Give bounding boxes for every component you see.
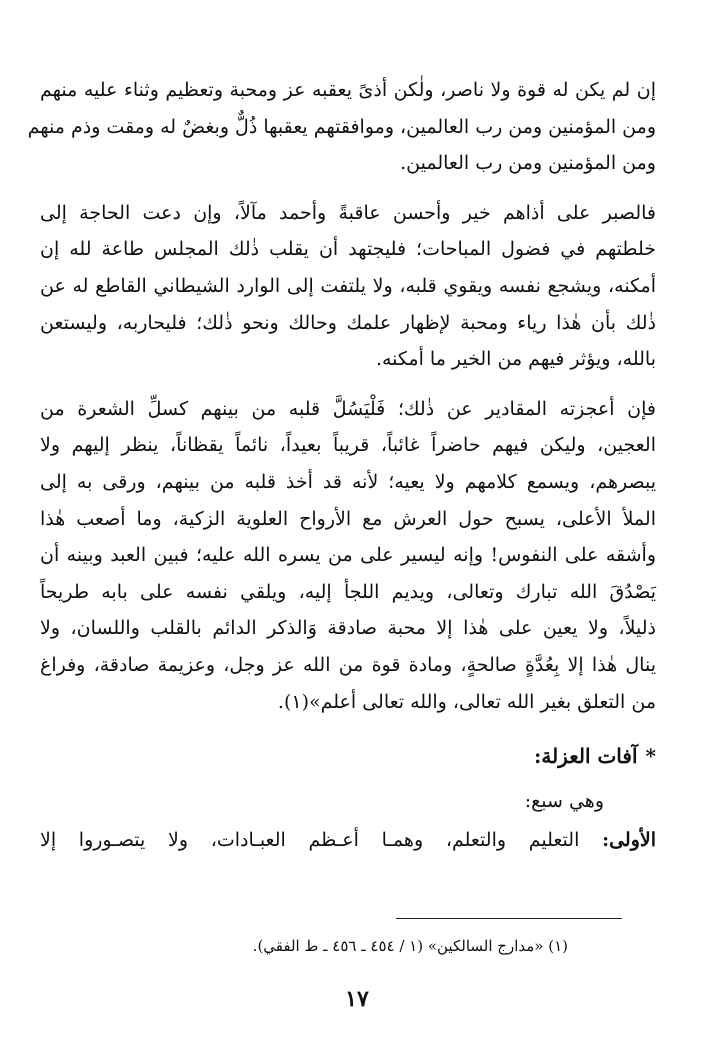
text-line: ومن المؤمنين ومن رب العالمين، وموافقتهم يعقبها ذُلٌّ وبغضٌ له ومقت وذم منهم [27, 115, 656, 138]
text-line: فالصبر على أذاهم خير وأحسن عاقبةً وأحمد مآلاً، وإن دعت الحاجة إلى [40, 201, 656, 224]
paragraph-2 [40, 195, 656, 378]
section-block [40, 736, 656, 860]
section-subtext: وهي سبع: [524, 790, 604, 813]
text-line: ومن المؤمنين ومن رب العالمين. [400, 152, 656, 175]
text-line: ينال هٰذا إلا بِعُدَّةٍ صالحةٍ، ومادة قوة من الله عز وجل، وعزيمة صادقة، وفراغ [40, 653, 656, 676]
text-line: وأشقه على النفوس! وإنه ليسير على من يسره الله عليه؛ فبين العبد وبينه أن [40, 544, 656, 567]
page-number: ١٧ [345, 986, 369, 1012]
first-item-line [40, 820, 656, 860]
text-line: العجين، وليكن فيهم حاضراً غائباً، قريباً بعيداً، نائماً يقظاناً، ينظر إليهم ولا [40, 434, 656, 457]
text-line: من التعلق بغير الله تعالى، والله تعالى أعلم»(١). [277, 690, 656, 713]
paragraph-3 [40, 391, 656, 720]
section-heading [40, 736, 656, 776]
text-line: يَصْدُقَ الله تبارك وتعالى، ويديم اللجأ إليه، ويلقي نفسه على بابه طريحاً [40, 580, 656, 603]
section-heading-text: آفات العزلة: [533, 744, 638, 769]
text-line: إن لم يكن له قوة ولا ناصر، ولٰكن أذىً يعقبه عز ومحبة وتعظيم وثناء عليه منهم [40, 79, 656, 101]
first-item-text: التعليم والتعلم، وهمـا أعـظم العبـادات، ولا يتصـوروا إلا [40, 829, 580, 852]
text-line: ذليلاً، ولا يعين على هٰذا إلا محبة صادقة وَالذكر الدائم بالقلب واللسان، ولا [40, 617, 656, 640]
text-line: يبصرهم، ويسمع كلامهم ولا يعيه؛ لأنه قد أخذ قلبه من بينهم، ورقى به إلى [40, 470, 656, 493]
page-body [27, 72, 656, 860]
text-line: الملأ الأعلى، يسبح حول العرش مع الأرواح العلوية الزكية، وما أصعب هٰذا [40, 507, 656, 530]
text-line: خلطتهم في فضول المباحات؛ فليجتهد أن يقلب ذٰلك المجلس طاعة لله إن [40, 238, 656, 261]
text-line: فإن أعجزته المقادير عن ذٰلك؛ فَلْيَسُلَّ قلبه من بينهم كسلِّ الشعرة من [40, 397, 656, 420]
first-item-label: الأولى: [602, 829, 656, 852]
footnote-divider [396, 918, 622, 919]
text-line: أمكنه، ويشجع نفسه ويقوي قلبه، ولا يلتفت إلى الوارد الشيطاني القاطع له عن [40, 274, 656, 297]
star-bullet-icon: * [645, 744, 656, 769]
paragraph-1 [27, 72, 656, 182]
text-line: ذٰلك بأن هٰذا رياء ومحبة لإظهار علمك وحالك ونحو ذٰلك؛ فليحاربه، وليستعن [40, 311, 656, 334]
text-line: بالله، ويؤثر فيهم من الخير ما أمكنه. [375, 348, 656, 371]
footnote: (١) «مدارج السالكين» (١ / ٤٥٤ ـ ٤٥٦ ـ ط الفقي). [252, 937, 568, 955]
